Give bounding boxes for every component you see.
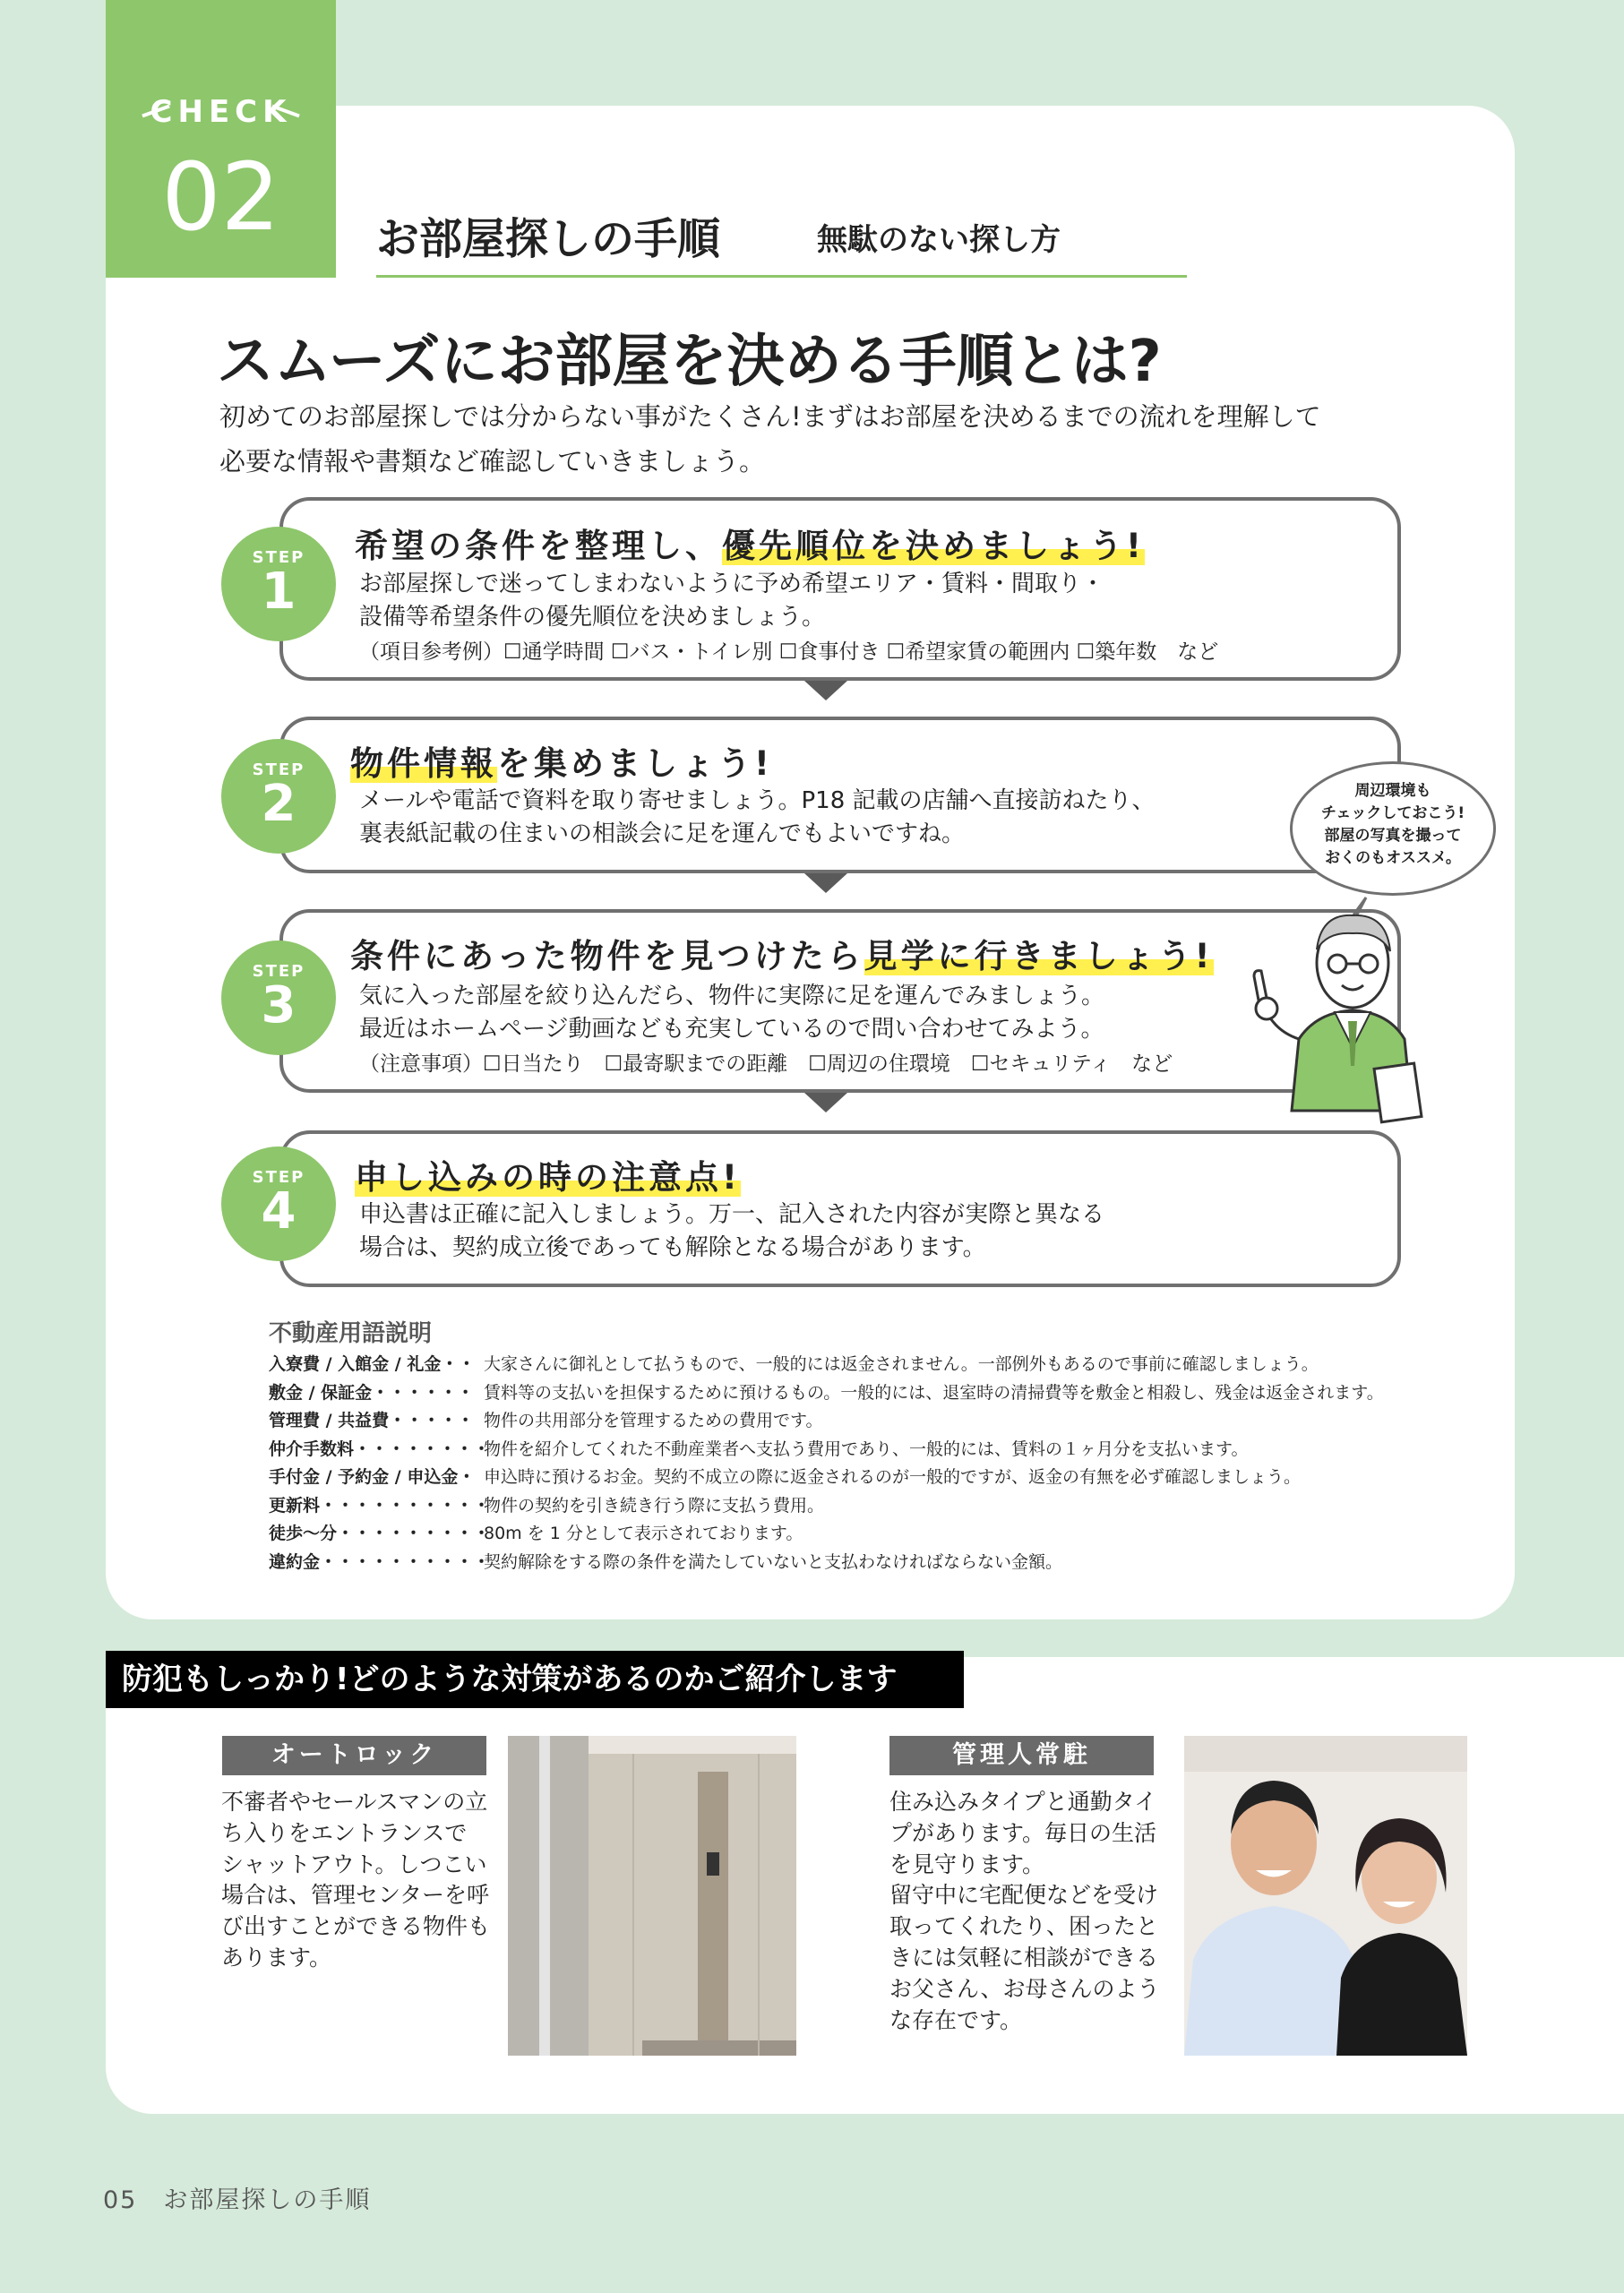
manager-line: を見守ります。 [889,1851,1045,1877]
manager-line: 取ってくれたり、困ったと [889,1913,1159,1940]
manager-label: 管理人常駐 [889,1736,1154,1775]
step-1-title [355,519,1145,567]
manager-line: きには気軽に相談ができる [889,1944,1159,1971]
term-row [269,1407,1384,1436]
step-number: 3 [261,976,296,1035]
character-illustration-icon [1227,887,1460,1129]
step-label: STEP [252,548,305,567]
step-4-body-line: 申込書は正確に記入しましょう。万一、記入された内容が実際と異なる [359,1201,1105,1228]
step-2-circle [221,739,336,854]
term-label: 入寮費 / 入館金 / 礼金・・ [269,1354,476,1374]
entrance-photo [508,1736,796,2056]
step-1-body [359,568,1104,634]
step-2-box [279,717,1401,873]
autolock-label: オートロック [222,1736,486,1775]
check-badge [106,0,336,278]
term-label: 仲介手数料・・・・・・・・ [269,1438,491,1459]
main-question: スムーズにお部屋を決める手順とは? [217,329,1162,395]
terms-list [269,1351,1384,1576]
manager-line: 留守中に宅配便などを受け [889,1882,1159,1909]
term-desc: 申込時に預けるお金。契約不成立の際に返金されるのが一般的ですが、返金の有無を必ず確認しましょう。 [484,1467,1302,1487]
term-label: 管理費 / 共益費・・・・・ [269,1411,475,1430]
badge-check-label: CHECK [150,94,292,130]
term-label: 敷金 / 保証金・・・・・・ [269,1382,475,1403]
lead-line: 初めてのお部屋探しでは分からない事がたくさん!まずはお部屋を決めるまでの流れを理解して [219,401,1321,432]
manager-text [889,1787,1160,2036]
step-label: STEP [252,962,305,981]
manager-line: な存在です。 [889,2006,1023,2033]
bubble-line: おくのもオススメ。 [1325,849,1461,867]
term-row [269,1436,1384,1464]
step-3-body [359,980,1104,1046]
manager-line: プがあります。毎日の生活 [889,1819,1157,1846]
managers-photo [1184,1736,1467,2056]
terms-title: 不動産用語説明 [269,1320,433,1347]
step-arrow-icon [804,1093,847,1112]
autolock-line: 不審者やセールスマンの立 [221,1789,488,1815]
step-4-title-highlight: 申し込みの時の注意点! [355,1158,741,1197]
step-arrow-icon [804,681,847,700]
autolock-line: 場合は、管理センターを呼 [221,1882,490,1909]
autolock-line: び出すことができる物件も [221,1913,491,1940]
term-desc: 大家さんに御礼として払うもので、一般的には返金されません。一部例外もあるので事前に確認しましょう。 [484,1354,1319,1374]
term-desc: 80m を 1 分として表示されております。 [484,1524,803,1543]
autolock-line: あります。 [221,1944,332,1971]
page-footer [103,2180,371,2215]
step-3-body-line: 最近はホームページ動画なども充実しているので問い合わせてみよう。 [359,1016,1104,1043]
page-subtitle: 無駄のない探し方 [817,222,1061,258]
step-1-body-line: 設備等希望条件の優先順位を決めましょう。 [359,604,826,631]
term-row [269,1549,1384,1577]
step-number: 1 [261,563,296,621]
step-4-body-line: 場合は、契約成立後であっても解除となる場合があります。 [359,1234,986,1261]
lead-line: 必要な情報や書類など確認していきましょう。 [219,446,766,477]
term-row [269,1492,1384,1521]
step-3-title-plain: 条件にあった物件を見つけたら [350,937,864,975]
page-title: お部屋探しの手順 [376,214,721,264]
step-4-circle [221,1146,336,1261]
step-2-title-highlight: 物件情報 [350,744,497,783]
term-desc: 物件の共用部分を管理するための費用です。 [484,1411,823,1430]
step-1-note: （項目参考例）☐通学時間 ☐バス・トイレ別 ☐食事付き ☐希望家賃の範囲内 ☐築年数 など [359,640,1219,664]
bubble-line: チェックしておこう! [1320,804,1465,822]
term-label: 違約金・・・・・・・・・・ [269,1551,491,1572]
step-4-title [355,1150,741,1198]
term-desc: 物件の契約を引き続き行う際に支払う費用。 [484,1495,825,1516]
term-label: 徒歩〜分・・・・・・・・・ [269,1524,491,1543]
step-3-body-line: 気に入った部屋を絞り込んだら、物件に実際に足を運んでみましょう。 [359,983,1105,1009]
step-3-title [350,929,1214,977]
step-2-title-plain: を集めましょう! [497,744,773,783]
term-row [269,1379,1384,1408]
term-desc: 物件を紹介してくれた不動産業者へ支払う費用であり、一般的には、賃料の１ヶ月分を支払います。 [484,1438,1249,1459]
step-number: 4 [261,1182,296,1241]
footer-label: お部屋探しの手順 [163,2186,372,2214]
term-row [269,1464,1384,1492]
step-4-box [279,1130,1401,1287]
term-desc: 賃料等の支払いを担保するために預けるもの。一般的には、退室時の清掃費等を敷金と相殺し、残金は返金されます。 [484,1382,1384,1403]
autolock-line: ち入りをエントランスで [221,1819,468,1846]
step-arrow-icon [804,873,847,893]
step-label: STEP [252,1168,305,1187]
step-2-body-line: メールや電話で資料を取り寄せましょう。P18 記載の店舗へ直接訪ねたり、 [359,787,1156,814]
step-1-body-line: お部屋探しで迷ってしまわないように予め希望エリア・賃料・間取り・ [359,571,1105,597]
page-number: 05 [103,2186,138,2214]
term-row [269,1520,1384,1549]
term-label: 手付金 / 予約金 / 申込金・ [269,1467,476,1487]
step-1-box [279,497,1401,681]
step-3-note: （注意事項）☐日当たり ☐最寄駅までの距離 ☐周辺の住環境 ☐セキュリティ など [359,1052,1173,1076]
step-1-circle [221,527,336,641]
step-1-title-highlight: 優先順位を決めましょう! [722,527,1145,565]
speech-bubble [1290,761,1496,896]
bubble-line: 部屋の写真を撮って [1324,827,1462,845]
manager-line: 住み込みタイプと通勤タイ [889,1789,1157,1815]
term-label: 更新料・・・・・・・・・・ [269,1495,491,1516]
autolock-text [221,1787,490,1974]
step-2-body-line: 裏表紙記載の住まいの相談会に足を運んでもよいですね。 [359,820,966,847]
step-4-body [359,1198,1104,1265]
term-row [269,1351,1384,1379]
step-1-title-plain: 希望の条件を整理し、 [355,527,722,565]
autolock-line: シャットアウト。しつこい [221,1851,487,1877]
manager-line: お父さん、お母さんのよう [889,1975,1160,2002]
step-label: STEP [252,760,305,779]
bubble-line: 周辺環境も [1354,782,1431,800]
security-section-title: 防犯もしっかり!どのような対策があるのかご紹介します [106,1651,964,1708]
step-3-circle [221,940,336,1055]
step-3-title-highlight: 見学に行きましょう! [864,937,1214,975]
badge-number: 02 [161,142,280,252]
title-underline [376,275,1187,278]
step-2-body [359,785,1156,851]
step-2-title [350,736,773,785]
step-number: 2 [261,775,296,833]
lead-text [219,394,1321,484]
term-desc: 契約解除をする際の条件を満たしていないと支払わなければならない金額。 [484,1551,1063,1572]
